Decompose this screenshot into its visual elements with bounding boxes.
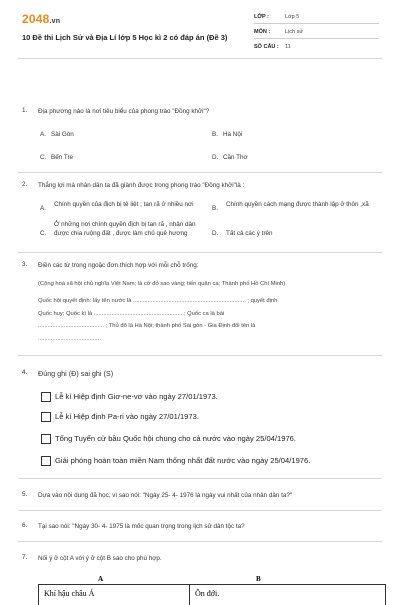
answer-checkbox[interactable] — [41, 392, 51, 402]
question-divider — [18, 172, 382, 173]
question-number: 2. — [22, 181, 28, 188]
option-text: Hà Nội — [223, 131, 243, 138]
question-number: 1. — [22, 107, 28, 114]
question-divider — [18, 510, 382, 511]
header-divider — [18, 58, 382, 59]
meta-value: Lịch sử — [285, 29, 304, 35]
question-text: Điền các từ trong ngoặc đơn thích hợp với mỗi chỗ trống: — [38, 262, 199, 269]
statement-text: Tổng Tuyển cử bầu Quốc hội chung cho cả nước vào ngày 25/04/1976. — [55, 434, 297, 443]
option-letter: D. — [212, 230, 219, 237]
meta-divider — [254, 23, 379, 24]
document-title: 10 Đề thi Lịch Sử và Địa Lí lớp 5 Học kì 2 có đáp án (Đề 3) — [22, 33, 228, 42]
option-letter: C. — [40, 230, 47, 237]
option-text: Cần Thơ — [223, 154, 248, 161]
meta-key: MÔN : — [254, 29, 271, 35]
answer-checkbox[interactable] — [41, 456, 51, 466]
statement-text: Lễ kí Hiệp định Giơ-ne-vơ vào ngày 27/01/1973. — [55, 392, 218, 401]
column-b-header: B — [256, 575, 261, 583]
q3-line: ......................................... ; Thủ đô là Hà Nội; thành phố Sài gòn - Gia Định đổi tên là — [38, 323, 256, 329]
option-letter: B. — [212, 131, 218, 138]
meta-divider — [254, 38, 379, 39]
cell-text: Ôn đới. — [195, 589, 220, 598]
q3-line: Quốc huy; Quốc kì là ....................................................... ; Quốc ca là bài — [38, 311, 225, 317]
site-logo[interactable] — [22, 12, 60, 26]
question-text: Đúng ghi (Đ) sai ghi (S) — [38, 369, 114, 378]
option-text: Bến Tre — [51, 154, 74, 161]
statement-text: Lễ kí Hiệp định Pa-ri vào ngày 27/01/1973. — [55, 412, 199, 421]
question-divider — [18, 478, 382, 479]
q3-hint: (Cộng hoà xã hội chủ nghĩa Việt Nam; lá cờ đỏ sao vàng; tiến quân ca; Thành phố Hồ Chí Minh) — [38, 281, 286, 287]
question-text: Thắng lợi mà nhân dân ta đã giành được trong phong trào "Đồng khởi"là : — [38, 182, 245, 189]
question-number: 3. — [22, 261, 28, 268]
cell-text: Khí hậu châu Á — [44, 589, 95, 598]
option-letter: D. — [212, 154, 219, 161]
meta-value: 11 — [285, 44, 291, 50]
q3-line: Quốc hội quyết định: lấy tên nước là ...................................................................... ; quyết định — [38, 298, 278, 304]
option-letter: A. — [40, 131, 46, 138]
question-text: Dựa vào nội dung đã học, vì sao nói: "Ngày 25- 4- 1976 là ngày vui nhất của nhân dân ta?" — [38, 492, 293, 499]
option-text: Tất cả các ý trên — [226, 230, 273, 237]
document-header — [0, 0, 400, 50]
q3-line: ....................................... — [38, 336, 101, 342]
meta-key: LỚP : — [254, 14, 269, 20]
matching-cell-b — [190, 585, 385, 605]
column-a-header: A — [98, 575, 104, 583]
option-letter: C. — [40, 154, 47, 161]
question-text: Địa phương nào là nơi tiêu biểu của phong trào "Đồng khởi"? — [38, 108, 210, 115]
matching-cell-a — [39, 585, 190, 605]
question-divider — [18, 252, 382, 253]
option-text: Ở những nơi chính quyền địch bị tan rã , nhân dân được chia ruộng đất , được làm chủ quê hương — [54, 221, 196, 237]
question-number: 5. — [22, 491, 28, 498]
question-text: Tại sao nói: "Ngày 30- 4- 1975 là mốc quan trọng trong lịch sử dân tộc ta? — [38, 523, 245, 530]
statement-text: Giải phóng hoàn toàn miền Nam thống nhất đất nước vào ngày 25/04/1976. — [55, 456, 311, 465]
answer-checkbox[interactable] — [41, 412, 51, 422]
option-letter: A. — [40, 205, 46, 212]
question-number: 6. — [22, 522, 28, 529]
question-divider — [18, 541, 382, 542]
question-number: 7. — [22, 554, 28, 561]
logo-suffix: .vn — [49, 18, 61, 25]
meta-value: Lớp 5 — [285, 14, 300, 20]
option-text: Chính quyền của địch bị tê liệt ; tan rã ở nhiều nơi — [54, 201, 194, 208]
option-text: Sài Gòn — [51, 131, 74, 138]
option-text: Chính quyền cách mạng được thành lập ở thôn ,xã — [226, 201, 369, 208]
answer-checkbox[interactable] — [41, 434, 51, 444]
question-divider — [18, 355, 382, 356]
logo-main: 2048 — [22, 12, 50, 26]
meta-key: SỐ CÂU : — [254, 44, 279, 50]
option-letter: B. — [212, 205, 218, 212]
question-number: 4. — [22, 369, 28, 376]
matching-table — [38, 584, 386, 605]
question-text: Nối ý ở cột A với ý ở cột B sao cho phù hợp. — [38, 555, 162, 562]
